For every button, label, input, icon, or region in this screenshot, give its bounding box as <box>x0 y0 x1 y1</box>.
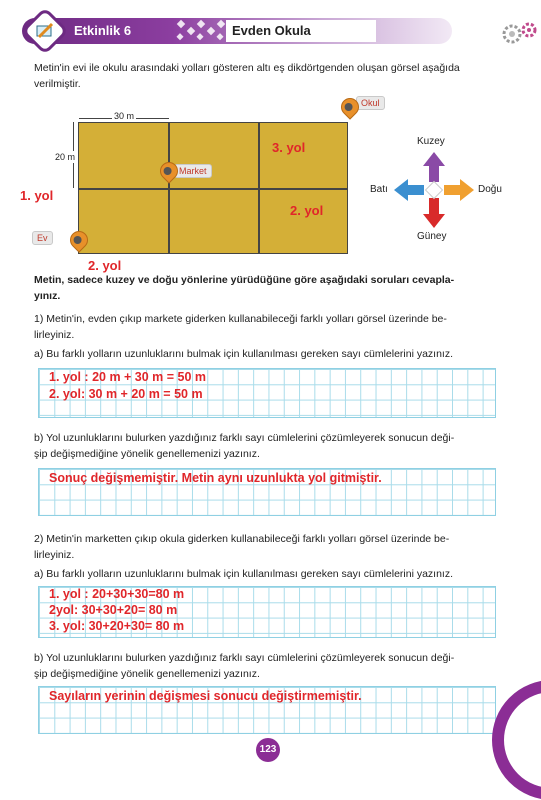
road-1-label: 1. yol <box>20 188 54 203</box>
pencil-book-icon <box>21 7 69 55</box>
home-tag <box>32 231 53 245</box>
page-number: 123 <box>259 744 277 755</box>
header-bar <box>22 14 462 48</box>
q2a-answer-1: 1. yol : 20+30+30=80 m <box>49 587 185 601</box>
home-label: Ev <box>37 233 48 243</box>
q2a-answer-grid[interactable] <box>38 586 496 638</box>
road-3-label: 3. yol <box>272 140 306 155</box>
gears-icon <box>500 20 540 53</box>
compass-east-label: Doğu <box>478 184 502 195</box>
height-label: 20 m <box>55 152 76 162</box>
school-tag <box>356 96 385 110</box>
decorative-arc <box>492 680 541 800</box>
q2b-answer-grid[interactable] <box>38 686 496 734</box>
road-2-bottom-label: 2. yol <box>88 258 122 273</box>
q2-text-line-2: lirleyiniz. <box>34 549 75 561</box>
q2a-answer-3: 3. yol: 30+20+30= 80 m <box>49 619 185 633</box>
page-title: Evden Okula <box>232 23 311 38</box>
q1-text-line-2: lirleyiniz. <box>34 329 75 341</box>
diamond-pattern-icon <box>172 18 232 49</box>
q1b-text-line-2: şip değişmediğine yönelik genellemenizi yazınız. <box>34 448 260 460</box>
q1-text-line-1: 1) Metin'in, evden çıkıp markete giderken kullanabileceği farklı yolları görsel üzerinde be- <box>34 313 447 325</box>
market-tag <box>174 164 212 178</box>
width-label: 30 m <box>114 111 135 121</box>
map-rectangle <box>78 122 348 254</box>
q2-text-line-1: 2) Metin'in marketten çıkıp okula giderken kullanabileceği farklı yolları görsel üzerinde be- <box>34 533 450 545</box>
road-2-right-label: 2. yol <box>290 203 324 218</box>
q2b-text-line-2: şip değişmediğine yönelik genellemenizi yazınız. <box>34 668 260 680</box>
intro-line-2: verilmiştir. <box>34 78 81 90</box>
intro-line-1: Metin'in evi ile okulu arasındaki yolları gösteren altı eş dikdörtgenden oluşan görsel aşağıda <box>34 62 460 74</box>
compass-arrows-icon <box>392 150 476 230</box>
q1a-answer-2: 2. yol: 30 m + 20 m = 50 m <box>49 387 203 401</box>
map-figure <box>20 98 390 273</box>
school-label: Okul <box>361 98 380 108</box>
compass-north-label: Kuzey <box>417 136 445 147</box>
q2a-text: a) Bu farklı yolların uzunluklarını bulmak için kullanılması gereken sayı cümlelerini yazınız. <box>34 568 454 580</box>
q1a-answer-grid[interactable] <box>38 368 496 418</box>
q1a-text: a) Bu farklı yolların uzunluklarını bulmak için kullanılması gereken sayı cümlelerini yazınız. <box>34 348 454 360</box>
q1b-answer: Sonuç değişmemiştir. Metin aynı uzunlukta yol gitmiştir. <box>49 471 382 485</box>
market-label: Market <box>179 166 207 176</box>
q1a-answer-1: 1. yol : 20 m + 30 m = 50 m <box>49 370 207 384</box>
q1b-answer-grid[interactable] <box>38 468 496 516</box>
q2b-text-line-1: b) Yol uzunluklarını bulurken yazdığınız farklı sayı cümlelerini çözümleyerek sonucun deği- <box>34 652 455 664</box>
q2a-answer-2: 2yol: 30+30+20= 80 m <box>49 603 178 617</box>
activity-label: Etkinlik 6 <box>74 23 132 38</box>
compass-west-label: Batı <box>370 184 388 195</box>
compass-south-label: Güney <box>417 231 447 242</box>
q2b-answer: Sayıların yerinin değişmesi sonucu değiştirmemiştir. <box>49 689 362 703</box>
compass <box>370 136 530 248</box>
instruction-line-1: Metin, sadece kuzey ve doğu yönlerine yürüdüğüne göre aşağıdaki soruları cevapla- <box>34 274 455 286</box>
instruction-line-2: yınız. <box>34 290 61 302</box>
q1b-text-line-1: b) Yol uzunluklarını bulurken yazdığınız farklı sayı cümlelerini çözümleyerek sonucun deği- <box>34 432 455 444</box>
